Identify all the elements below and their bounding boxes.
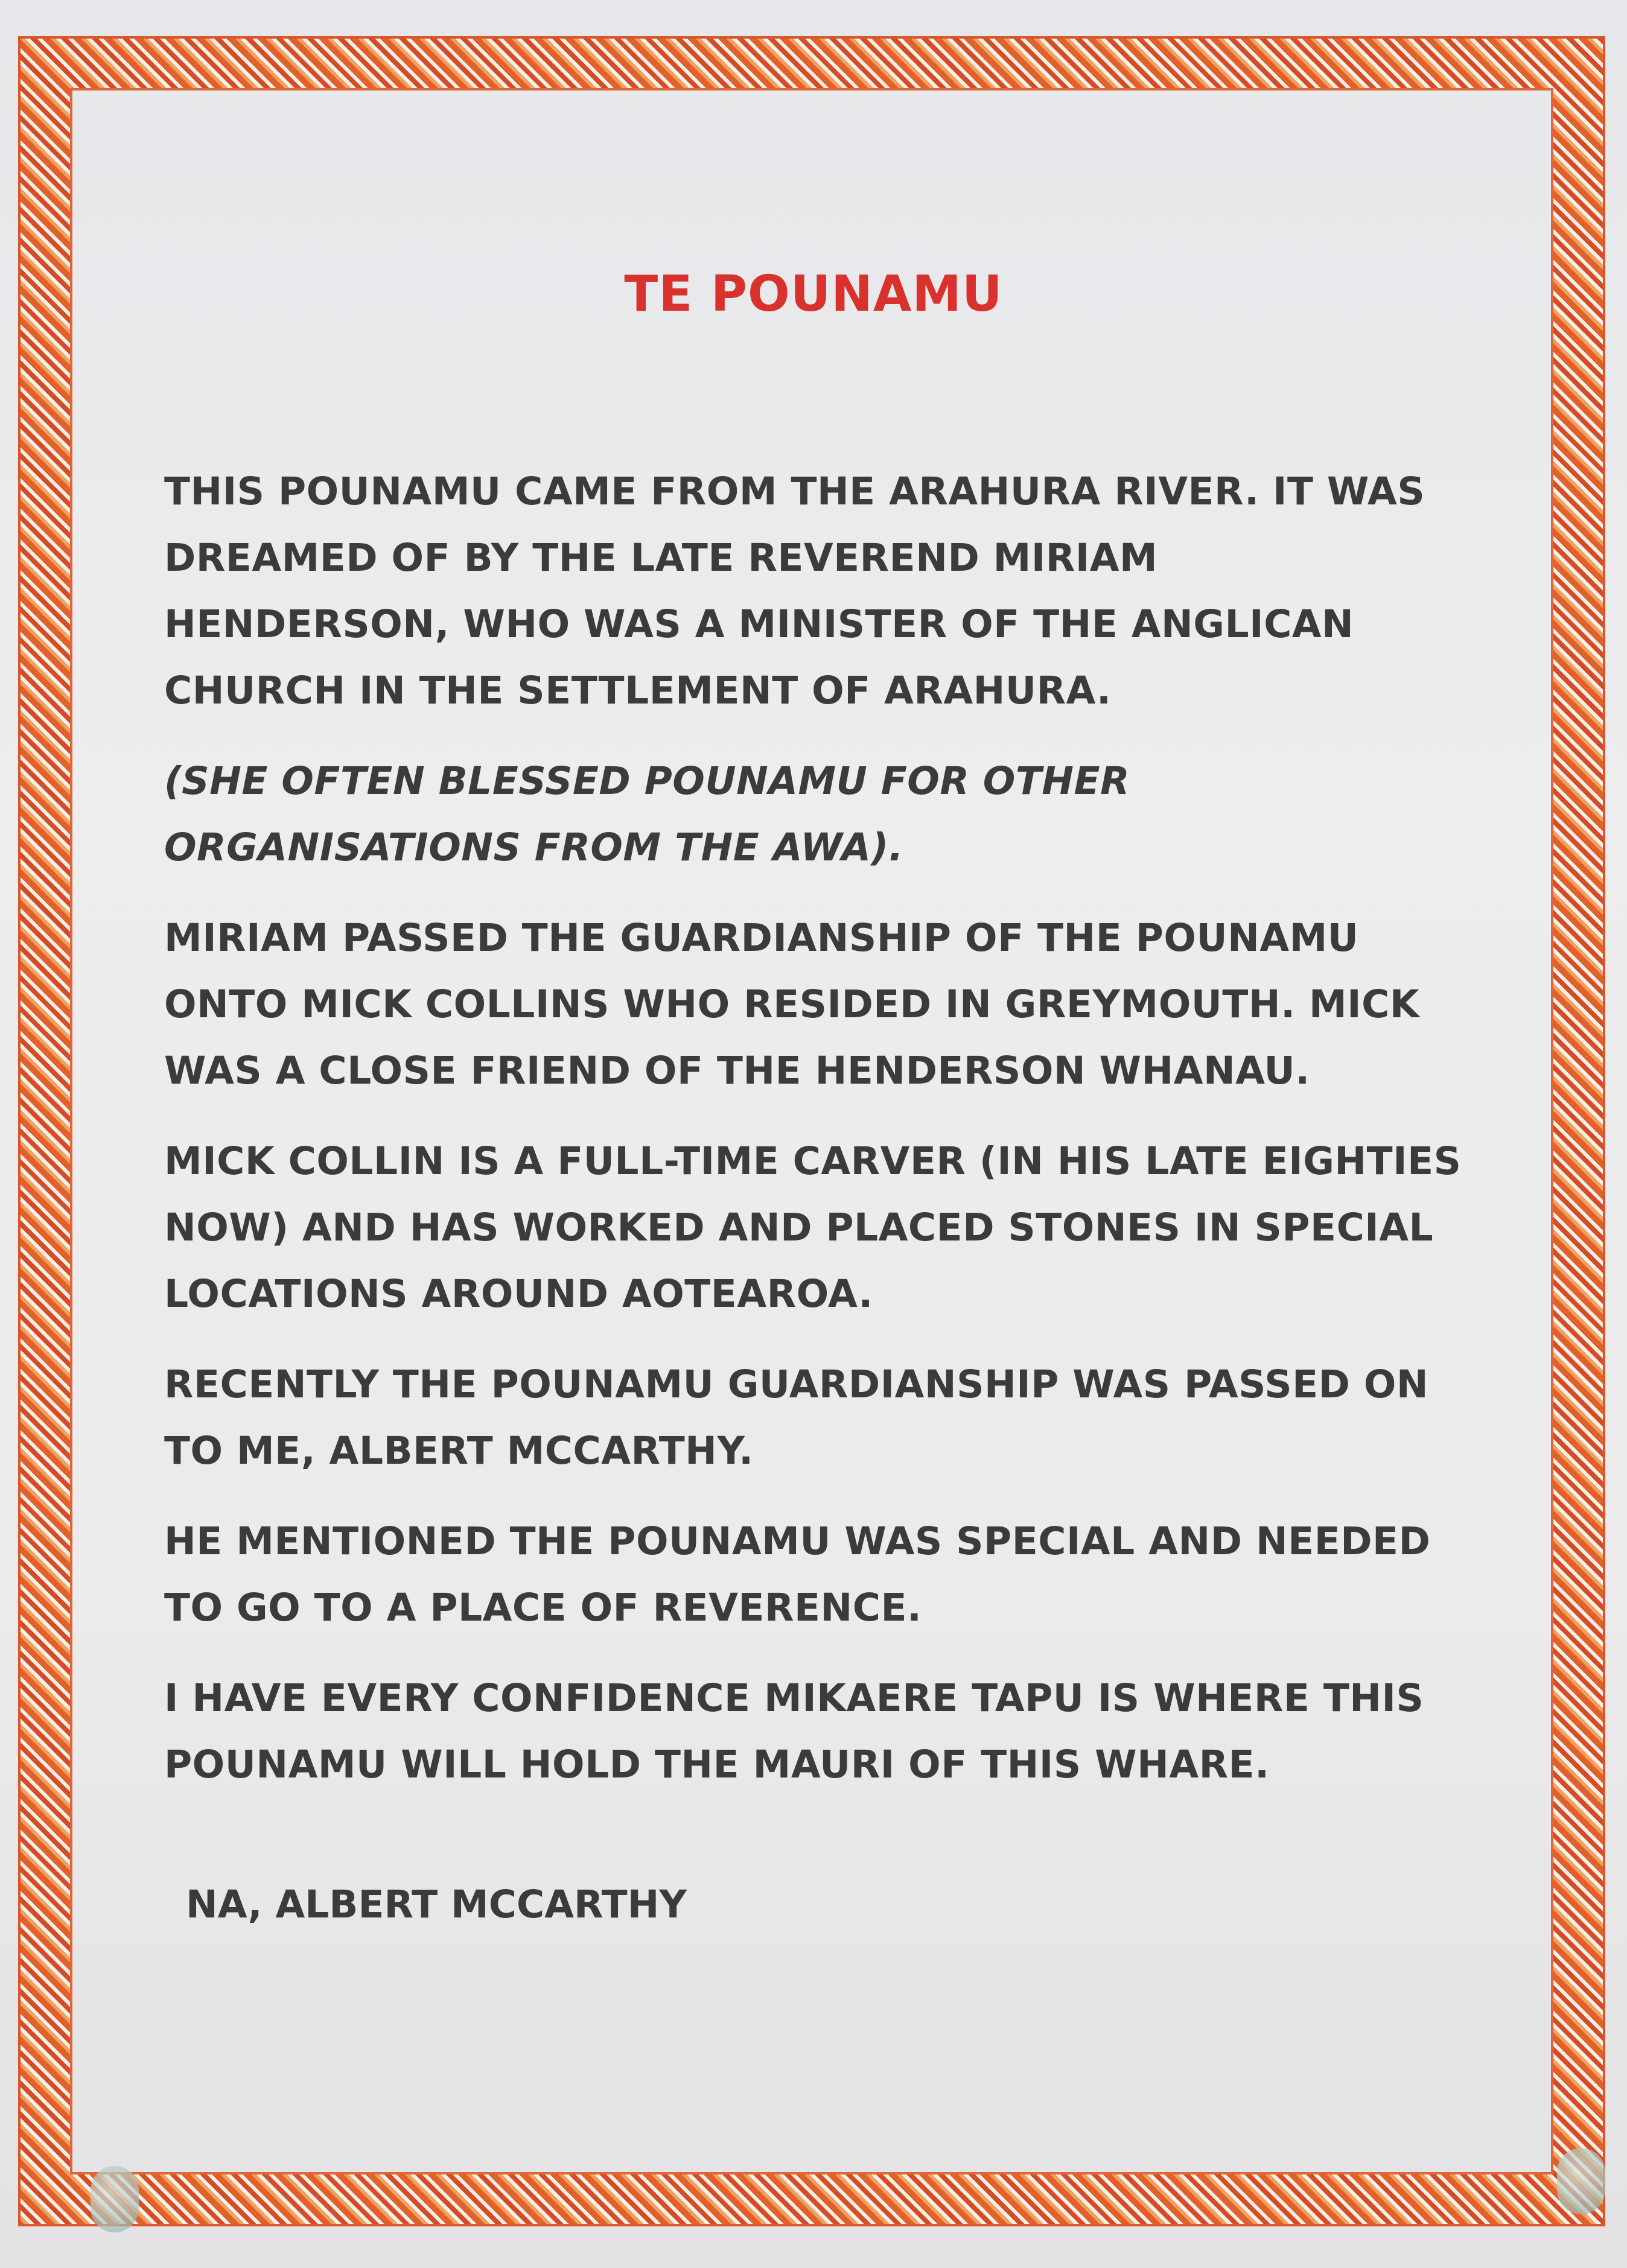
notice-body — [164, 459, 1492, 1822]
text-line: NOW) AND HAS WORKED AND PLACED STONES IN SPECIAL — [164, 1205, 1434, 1250]
text-line: HENDERSON, WHO WAS A MINISTER OF THE ANGLICAN — [164, 602, 1354, 646]
text-line: POUNAMU WILL HOLD THE MAURI OF THIS WHARE. — [164, 1742, 1270, 1787]
pin-tack-icon — [1557, 2148, 1605, 2214]
text-line: TO GO TO A PLACE OF REVERENCE. — [164, 1586, 922, 1630]
paragraph-guardianship — [164, 905, 1492, 1104]
text-line: WAS A CLOSE FRIEND OF THE HENDERSON WHANAU. — [164, 1049, 1310, 1093]
text-line: CHURCH IN THE SETTLEMENT OF ARAHURA. — [164, 669, 1112, 713]
text-line: TO ME, ALBERT MCCARTHY. — [164, 1429, 754, 1473]
text-line: (SHE OFTEN BLESSED POUNAMU FOR OTHER — [164, 759, 1130, 803]
text-line: DREAMED OF BY THE LATE REVEREND MIRIAM — [164, 536, 1158, 580]
pin-tack-icon — [91, 2166, 139, 2232]
paragraph-recent — [164, 1352, 1492, 1484]
text-line: I HAVE EVERY CONFIDENCE MIKAERE TAPU IS WHERE THIS — [164, 1676, 1424, 1720]
text-line: MIRIAM PASSED THE GUARDIANSHIP OF THE POUNAMU — [164, 916, 1359, 960]
paragraph-carver — [164, 1128, 1492, 1327]
text-line: HE MENTIONED THE POUNAMU WAS SPECIAL AND NEEDED — [164, 1519, 1431, 1563]
text-line: MICK COLLIN IS A FULL-TIME CARVER (IN HIS LATE EIGHTIES — [164, 1139, 1462, 1183]
text-line: LOCATIONS AROUND AOTEAROA. — [164, 1272, 873, 1316]
signature: NA, ALBERT MCCARTHY — [186, 1882, 687, 1927]
page-title: TE POUNAMU — [624, 265, 1003, 323]
paragraph-reverence — [164, 1508, 1492, 1641]
text-line: ONTO MICK COLLINS WHO RESIDED IN GREYMOUTH. MICK — [164, 982, 1420, 1026]
text-line: ORGANISATIONS FROM THE AWA). — [164, 825, 904, 869]
paragraph-origin — [164, 459, 1492, 724]
text-line: THIS POUNAMU CAME FROM THE ARAHURA RIVER. IT WAS — [164, 469, 1425, 513]
text-line: RECENTLY THE POUNAMU GUARDIANSHIP WAS PASSED ON — [164, 1362, 1429, 1406]
paragraph-aside — [164, 748, 1492, 881]
paragraph-confidence — [164, 1665, 1492, 1798]
